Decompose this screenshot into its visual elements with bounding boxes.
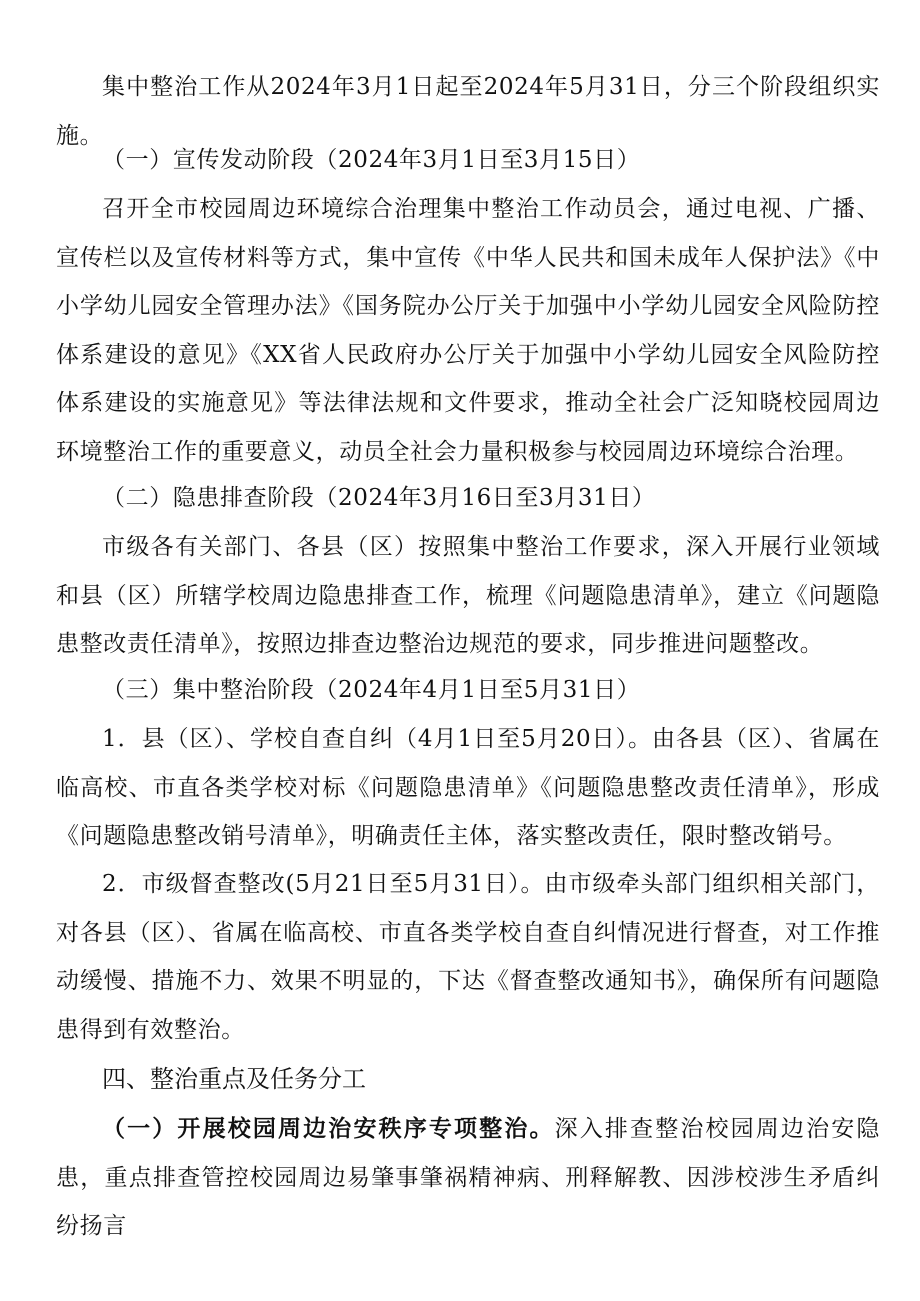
stage2-heading: （二）隐患排查阶段（2024年3月16日至3月31日）	[102, 485, 656, 511]
section4-item1	[56, 1105, 880, 1251]
section4-heading: 四、整治重点及任务分工	[102, 1065, 366, 1093]
stage3-item1: 1．县（区）、学校自查自纠（4月1日至5月20日）。由各县（区）、省属在临高校、市直各类学校对标《问题隐患清单》《问题隐患整改责任清单》，形成《问题隐患整改销号清单》，明确责任主体，落实整改责任，限时整改销号。	[56, 726, 880, 850]
stage3-item2: 2．市级督查整改(5月21日至5月31日）。由市级牵头部门组织相关部门，对各县（区）、省属在临高校、市直各类学校自查自纠情况进行督查，对工作推动缓慢、措施不力、效果不明显的，下达《督查整改通知书》，确保所有问题隐患得到有效整治。	[56, 871, 880, 1043]
stage1-body: 召开全市校园周边环境综合治理集中整治工作动员会，通过电视、广播、宣传栏以及宣传材料等方式，集中宣传《中华人民共和国未成年人保护法》《中小学幼儿园安全管理办法》《国务院办公厅关于加强中小学幼儿园安全风险防控体系建设的意见》《XX省人民政府办公厅关于加强中小学幼儿园安全风险防控体系建设的实施意见》等法律法规和文件要求，推动全社会广泛知晓校园周边环境整治工作的重要意义，动员全社会力量积极参与校园周边环境综合治理。	[56, 196, 880, 465]
section4-item1-body: 深入排查整治校园周边治安隐患，重点排查管控校园周边易肇事肇祸精神病、刑释解教、因涉校涉生矛盾纠纷扬言	[56, 1116, 880, 1240]
stage1-heading: （一）宣传发动阶段（2024年3月1日至3月15日）	[102, 147, 641, 173]
stage2-body: 市级各有关部门、各县（区）按照集中整治工作要求，深入开展行业领域和县（区）所辖学校周边隐患排查工作，梳理《问题隐患清单》，建立《问题隐患整改责任清单》，按照边排查边整治边规范的要求，同步推进问题整改。	[56, 534, 880, 658]
section4-item1-lead: （一）开展校园周边治安秩序专项整治。	[102, 1116, 555, 1142]
stage3-heading: （三）集中整治阶段（2024年4月1日至5月31日）	[102, 677, 641, 703]
intro-paragraph: 集中整治工作从2024年3月1日起至2024年5月31日，分三个阶段组织实施。	[56, 74, 880, 149]
